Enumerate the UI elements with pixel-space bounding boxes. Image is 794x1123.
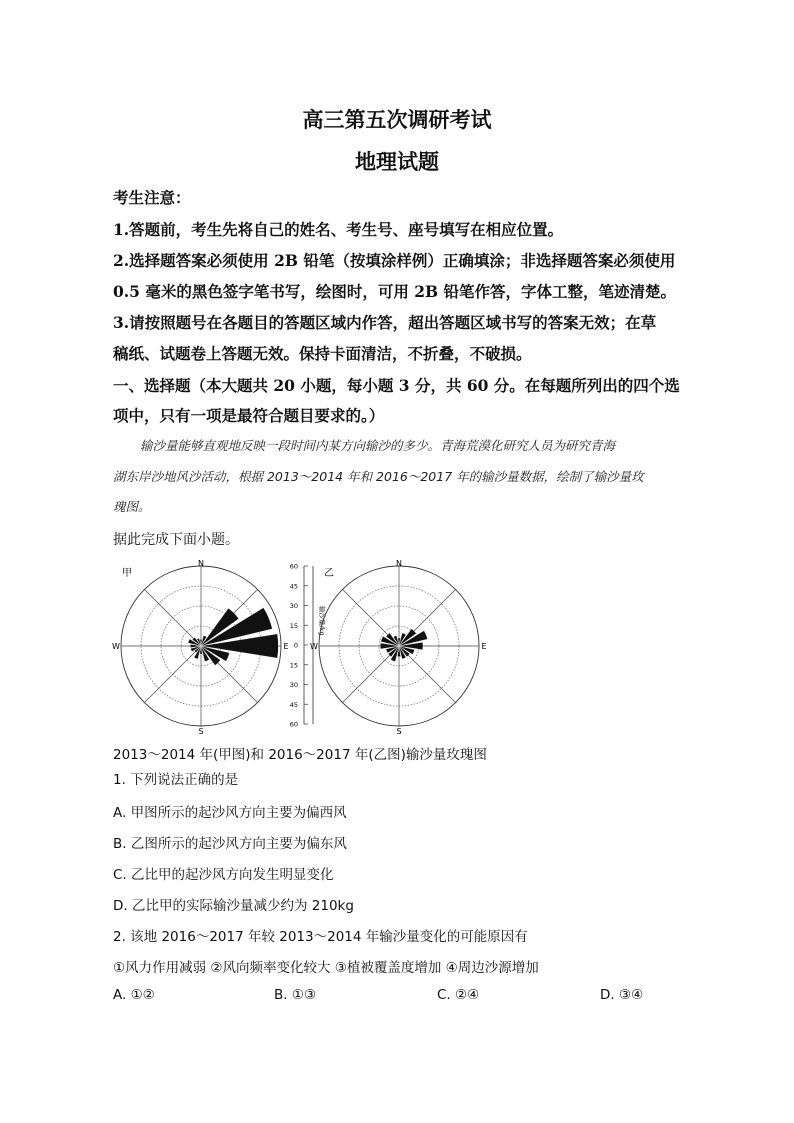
passage-line: 瑰图。 (113, 499, 151, 514)
option-a[interactable]: A. 甲图所示的起沙风方向主要为偏西风 (113, 805, 347, 821)
option-c[interactable]: C. ②④ (437, 987, 480, 1003)
option-c[interactable]: C. 乙比甲的起沙风方向发生明显变化 (113, 867, 334, 883)
scale-tick-label: 15 (289, 661, 298, 670)
notice-line: 2.选择题答案必须使用 2B 铅笔（按填涂样例）正确填涂；非选择题答案必须使用 (113, 251, 676, 270)
instruction: 据此完成下面小题。 (113, 532, 239, 548)
notice-line: 0.5 毫米的黑色签字笔书写，绘图时，可用 2B 铅笔作答，字体工整，笔迹清楚。 (113, 282, 677, 301)
dir-e-b: E (481, 642, 487, 651)
rose-spoke-a (144, 589, 201, 646)
passage-line: 输沙量能够直观地反映一段时间内某方向输沙的多少。青海荒漠化研究人员为研究青海 (140, 438, 616, 453)
option-d[interactable]: D. 乙比甲的实际输沙量减少约为 210kg (113, 898, 354, 914)
scale-tick-label: 60 (289, 720, 298, 729)
scale-tick-label: 0 (293, 641, 298, 650)
notice-line: 3.请按照题号在各题目的答题区域内作答，超出答题区域书写的答案无效；在草 (113, 313, 657, 332)
dir-w-b: W (310, 642, 318, 651)
dir-n-a: N (198, 559, 204, 568)
scale-tick-label: 45 (289, 700, 298, 709)
question-sub-items: ①风力作用减弱 ②风向频率变化较大 ③植被覆盖度增加 ④周边沙源增加 (113, 960, 539, 976)
exam-subject: 地理试题 (355, 149, 439, 174)
notice-line: 稿纸、试题卷上答题无效。保持卡面清洁，不折叠，不破损。 (113, 344, 532, 363)
dir-s-b: S (396, 727, 402, 736)
panel-label-b: 乙 (324, 568, 334, 579)
option-a[interactable]: A. ①② (113, 987, 155, 1003)
dir-e-a: E (283, 642, 289, 651)
section-heading-cont: 项中，只有一项是最符合题目要求的。） (113, 406, 385, 425)
option-d[interactable]: D. ③④ (600, 987, 644, 1003)
scale-tick-label: 45 (289, 582, 298, 591)
passage-line: 湖东岸沙地风沙活动，根据 2013～2014 年和 2016～2017 年的输沙量数据，绘制了输沙量玫 (113, 469, 644, 484)
option-b[interactable]: B. 乙图所示的起沙风方向主要为偏东风 (113, 836, 347, 852)
panel-label-a: 甲 (122, 568, 132, 579)
rose-chart-b (310, 559, 486, 736)
notice-line: 1.答题前，考生先将自己的姓名、考生号、座号填写在相应位置。 (113, 220, 564, 239)
rose-spoke-a (144, 646, 201, 703)
rose-chart-a (112, 559, 288, 736)
scale-bar (290, 563, 327, 729)
scale-tick-label: 15 (289, 621, 298, 630)
dir-s-a: S (198, 727, 204, 736)
scale-unit-label: 输沙量/kg (318, 606, 326, 636)
section-heading: 一、选择题（本大题共 20 小题，每小题 3 分，共 60 分。在每题所列出的四个选 (113, 376, 680, 395)
notice-heading: 考生注意： (113, 188, 191, 207)
scale-tick-label: 30 (289, 681, 298, 689)
dir-n-b: N (396, 559, 402, 568)
scale-tick-label: 60 (289, 562, 298, 571)
exam-title: 高三第五次调研考试 (302, 107, 492, 132)
question-stem: 2. 该地 2016～2017 年较 2013～2014 年输沙量变化的可能原因有 (113, 929, 528, 945)
figure-caption: 2013～2014 年(甲图)和 2016～2017 年(乙图)输沙量玫瑰图 (113, 747, 487, 763)
scale-tick-label: 30 (289, 602, 298, 610)
option-b[interactable]: B. ①③ (274, 987, 317, 1003)
rose-diagram-figure (110, 558, 510, 738)
question-stem: 1. 下列说法正确的是 (113, 772, 239, 788)
dir-w-a: W (112, 642, 120, 651)
